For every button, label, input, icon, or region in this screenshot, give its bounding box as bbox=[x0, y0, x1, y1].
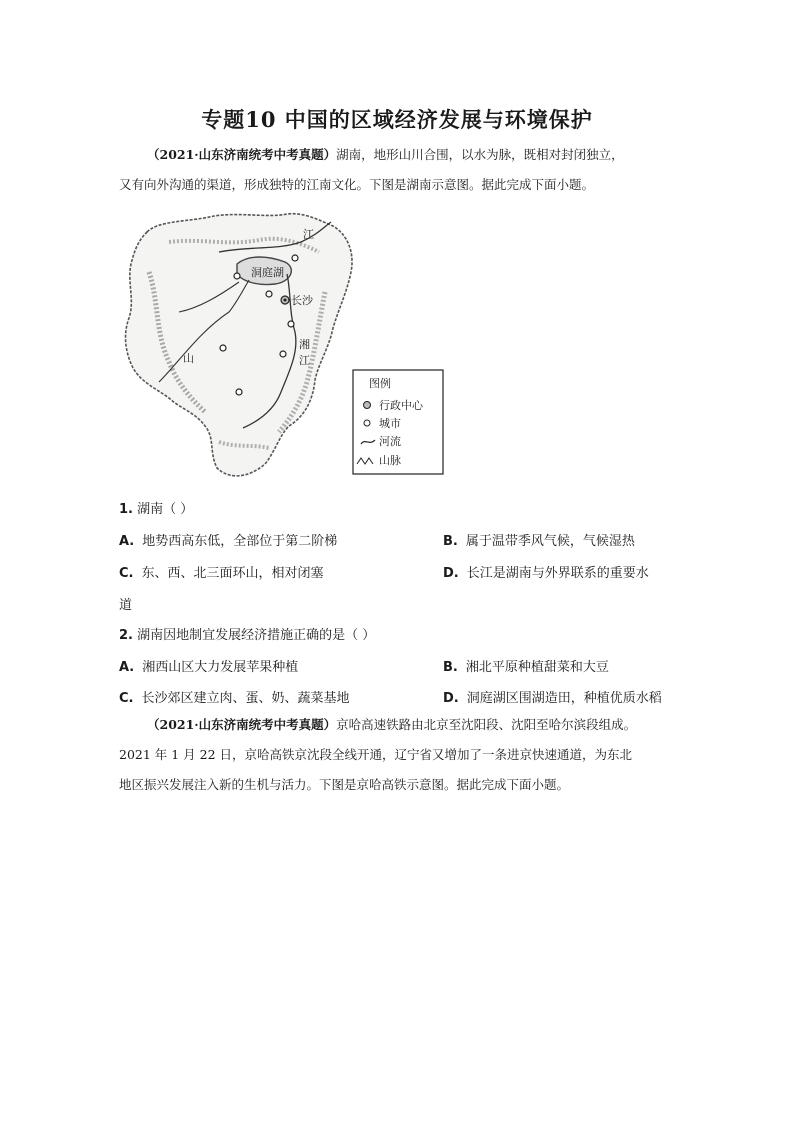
question-1-text: 湖南（ ） bbox=[137, 502, 194, 517]
intro-1-line-1 bbox=[119, 140, 679, 170]
legend-item-river: 河流 bbox=[379, 435, 401, 448]
legend-capital-icon bbox=[364, 402, 371, 409]
option-letter: C. bbox=[119, 566, 134, 581]
option-letter: B. bbox=[443, 534, 458, 549]
legend-item-capital: 行政中心 bbox=[379, 399, 423, 412]
option-text: 长沙郊区建立肉、蛋、奶、蔬菜基地 bbox=[141, 691, 350, 706]
intro-2-line-3: 地区振兴发展注入新的生机与活力。下图是京哈高铁示意图。据此完成下面小题。 bbox=[119, 777, 570, 792]
intro-paragraph-2 bbox=[119, 710, 679, 800]
question-2-text: 湖南因地制宜发展经济措施正确的是（ ） bbox=[137, 628, 376, 643]
intro-2-line-2: 2021 年 1 月 22 日，京哈高铁京沈段全线开通，辽宁省又增加了一条进京快速通道，为东北 bbox=[119, 747, 633, 762]
q1-option-d-wrap: 道 bbox=[119, 598, 133, 613]
option-text: 洞庭湖区围湖造田，种植优质水稻 bbox=[466, 691, 662, 706]
intro-1-line-2: 又有向外沟通的渠道，形成独特的江南文化。下图是湖南示意图。据此完成下面小题。 bbox=[119, 177, 595, 192]
q2-option-c[interactable] bbox=[119, 687, 350, 706]
intro-2-source: （2021·山东济南统考中考真题） bbox=[147, 717, 337, 732]
map-legend bbox=[353, 370, 443, 474]
option-text: 属于温带季风气候，气候湿热 bbox=[465, 534, 635, 549]
intro-1-text: 湖南，地形山川合围，以水为脉，既相对封闭独立， bbox=[336, 147, 624, 162]
question-1-stem bbox=[119, 498, 193, 517]
intro-paragraph-1 bbox=[119, 140, 679, 200]
q1-option-a[interactable] bbox=[119, 530, 337, 549]
lake-label: 洞庭湖 bbox=[251, 266, 284, 279]
option-letter: D. bbox=[443, 691, 459, 706]
legend-title: 图例 bbox=[369, 377, 391, 390]
intro-2-text: 京哈高速铁路由北京至沈阳段、沈阳至哈尔滨段组成。 bbox=[336, 717, 637, 732]
city-marker bbox=[266, 291, 272, 297]
option-letter: D. bbox=[443, 566, 459, 581]
intro-2-line-1 bbox=[119, 710, 679, 740]
option-text: 地势西高东低，全部位于第二阶梯 bbox=[142, 534, 338, 549]
xiang-char-1: 湘 bbox=[299, 338, 310, 351]
city-marker bbox=[220, 345, 226, 351]
city-marker bbox=[280, 351, 286, 357]
city-marker bbox=[292, 255, 298, 261]
city-marker bbox=[288, 321, 294, 327]
legend-item-mountain: 山脉 bbox=[379, 454, 401, 467]
yangtze-char: 江 bbox=[303, 228, 314, 241]
option-text: 湘北平原种植甜菜和大豆 bbox=[465, 660, 609, 675]
changsha-label: 长沙 bbox=[291, 294, 313, 307]
xiang-char-2: 江 bbox=[299, 354, 310, 367]
capital-marker-dot bbox=[284, 299, 287, 302]
q1-option-d[interactable] bbox=[443, 562, 649, 581]
page-title: 专题10 中国的区域经济发展与环境保护 bbox=[201, 107, 593, 132]
question-2-stem bbox=[119, 624, 375, 643]
legend-city-icon bbox=[364, 420, 370, 426]
q1-option-b[interactable] bbox=[443, 530, 635, 549]
intro-1-source: （2021·山东济南统考中考真题） bbox=[147, 147, 337, 162]
city-marker bbox=[236, 389, 242, 395]
option-text: 东、西、北三面环山，相对闭塞 bbox=[141, 566, 324, 581]
mountain-char: 山 bbox=[183, 352, 194, 365]
question-2-number: 2. bbox=[119, 628, 133, 643]
option-letter: C. bbox=[119, 691, 134, 706]
legend-item-city: 城市 bbox=[379, 417, 401, 430]
question-1-number: 1. bbox=[119, 502, 133, 517]
q2-option-b[interactable] bbox=[443, 656, 609, 675]
option-text: 长江是湖南与外界联系的重要水 bbox=[466, 566, 649, 581]
hunan-map bbox=[119, 212, 449, 484]
q1-option-c[interactable] bbox=[119, 562, 324, 581]
option-text: 湘西山区大力发展苹果种植 bbox=[142, 660, 299, 675]
option-letter: B. bbox=[443, 660, 458, 675]
q2-option-a[interactable] bbox=[119, 656, 298, 675]
city-marker bbox=[234, 273, 240, 279]
option-letter: A. bbox=[119, 534, 135, 549]
option-letter: A. bbox=[119, 660, 135, 675]
q2-option-d[interactable] bbox=[443, 687, 662, 706]
